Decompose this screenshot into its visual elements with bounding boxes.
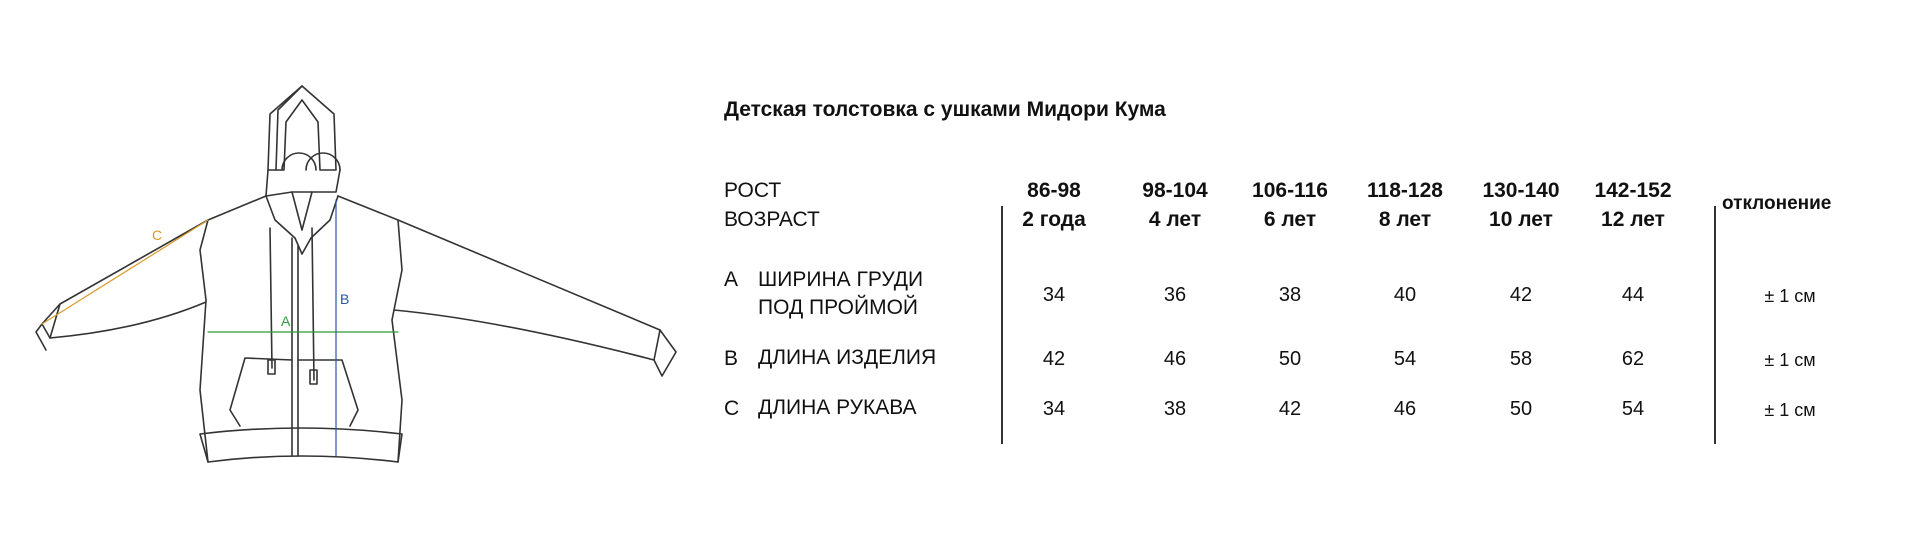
size-age: 12 лет xyxy=(1601,208,1665,231)
row-a-value: 42 xyxy=(1509,284,1533,306)
size-age: 8 лет xyxy=(1378,208,1432,231)
right-sleeve xyxy=(394,220,660,360)
row-a-value: 38 xyxy=(1278,284,1302,306)
body-left-side xyxy=(200,196,266,462)
size-column-5 xyxy=(1466,176,1576,234)
size-column-1 xyxy=(999,176,1109,234)
row-a-value: 36 xyxy=(1163,284,1187,306)
age-label: ВОЗРАСТ xyxy=(724,208,820,231)
hood-brim xyxy=(266,170,340,196)
measure-line-c xyxy=(42,220,208,324)
row-c-value: 54 xyxy=(1621,398,1645,420)
size-age: 4 лет xyxy=(1148,208,1202,231)
row-a-value: 34 xyxy=(1042,284,1066,306)
row-a-name xyxy=(758,266,923,322)
left-ear xyxy=(282,153,316,170)
left-sleeve xyxy=(50,220,208,338)
row-b-value: 42 xyxy=(1042,348,1066,370)
row-b-value: 50 xyxy=(1278,348,1302,370)
header-labels xyxy=(724,176,820,234)
row-b-deviation: ± 1 см xyxy=(1764,350,1816,370)
row-b-name xyxy=(758,344,936,372)
row-a-value: 40 xyxy=(1393,284,1417,306)
measure-label-a: A xyxy=(281,313,291,329)
size-height: 98-104 xyxy=(1142,179,1208,202)
row-c-letter: C xyxy=(724,397,740,420)
left-drawstring xyxy=(270,228,272,368)
row-b-letter: B xyxy=(724,347,739,370)
left-cuff xyxy=(36,304,60,350)
row-name-line: ШИРИНА ГРУДИ xyxy=(758,268,924,291)
size-height: 106-116 xyxy=(1252,179,1328,202)
hoodie-diagram xyxy=(30,70,690,490)
row-c-value: 50 xyxy=(1509,398,1533,420)
table-right-divider xyxy=(1714,206,1716,444)
row-a-letter: A xyxy=(724,268,739,291)
size-age: 10 лет xyxy=(1489,208,1553,231)
size-age: 2 года xyxy=(1022,208,1086,231)
hem-band xyxy=(200,428,402,462)
row-c-value: 46 xyxy=(1393,398,1417,420)
row-a-value: 44 xyxy=(1621,284,1645,306)
row-c-value: 38 xyxy=(1163,398,1187,420)
row-c-name xyxy=(758,394,917,422)
table-left-divider xyxy=(1001,206,1003,444)
product-title: Детская толстовка с ушками Мидори Кума xyxy=(724,98,1166,121)
body-right-side xyxy=(338,196,402,462)
measure-label-c: C xyxy=(152,227,163,243)
row-b-value: 54 xyxy=(1393,348,1417,370)
hood-inner-line xyxy=(292,192,312,230)
size-age: 6 лет xyxy=(1263,208,1317,231)
kangaroo-pocket xyxy=(230,358,358,426)
row-name-line: ПОД ПРОЙМОЙ xyxy=(758,296,919,319)
row-name-line: ДЛИНА ИЗДЕЛИЯ xyxy=(758,346,937,369)
right-cuff xyxy=(654,330,676,376)
size-height: 142-152 xyxy=(1594,179,1672,202)
size-column-2 xyxy=(1120,176,1230,234)
row-b-value: 62 xyxy=(1621,348,1645,370)
row-name-line: ДЛИНА РУКАВА xyxy=(758,396,917,419)
row-a-deviation: ± 1 см xyxy=(1764,286,1816,306)
hood-opening xyxy=(266,196,338,254)
row-b-value: 58 xyxy=(1509,348,1533,370)
row-b-value: 46 xyxy=(1163,348,1187,370)
right-drawstring xyxy=(312,228,314,380)
row-c-deviation: ± 1 см xyxy=(1764,400,1816,420)
deviation-header: отклонение xyxy=(1722,193,1832,214)
size-column-3 xyxy=(1235,176,1345,234)
size-height: 130-140 xyxy=(1482,179,1560,202)
height-label: РОСТ xyxy=(724,179,782,202)
measure-label-b: B xyxy=(340,291,350,307)
size-column-6 xyxy=(1578,176,1688,234)
size-height: 86-98 xyxy=(1027,179,1081,202)
hood-top-outline xyxy=(276,86,302,170)
row-c-value: 42 xyxy=(1278,398,1302,420)
size-height: 118-128 xyxy=(1367,179,1443,202)
size-column-4 xyxy=(1350,176,1460,234)
row-c-value: 34 xyxy=(1042,398,1066,420)
